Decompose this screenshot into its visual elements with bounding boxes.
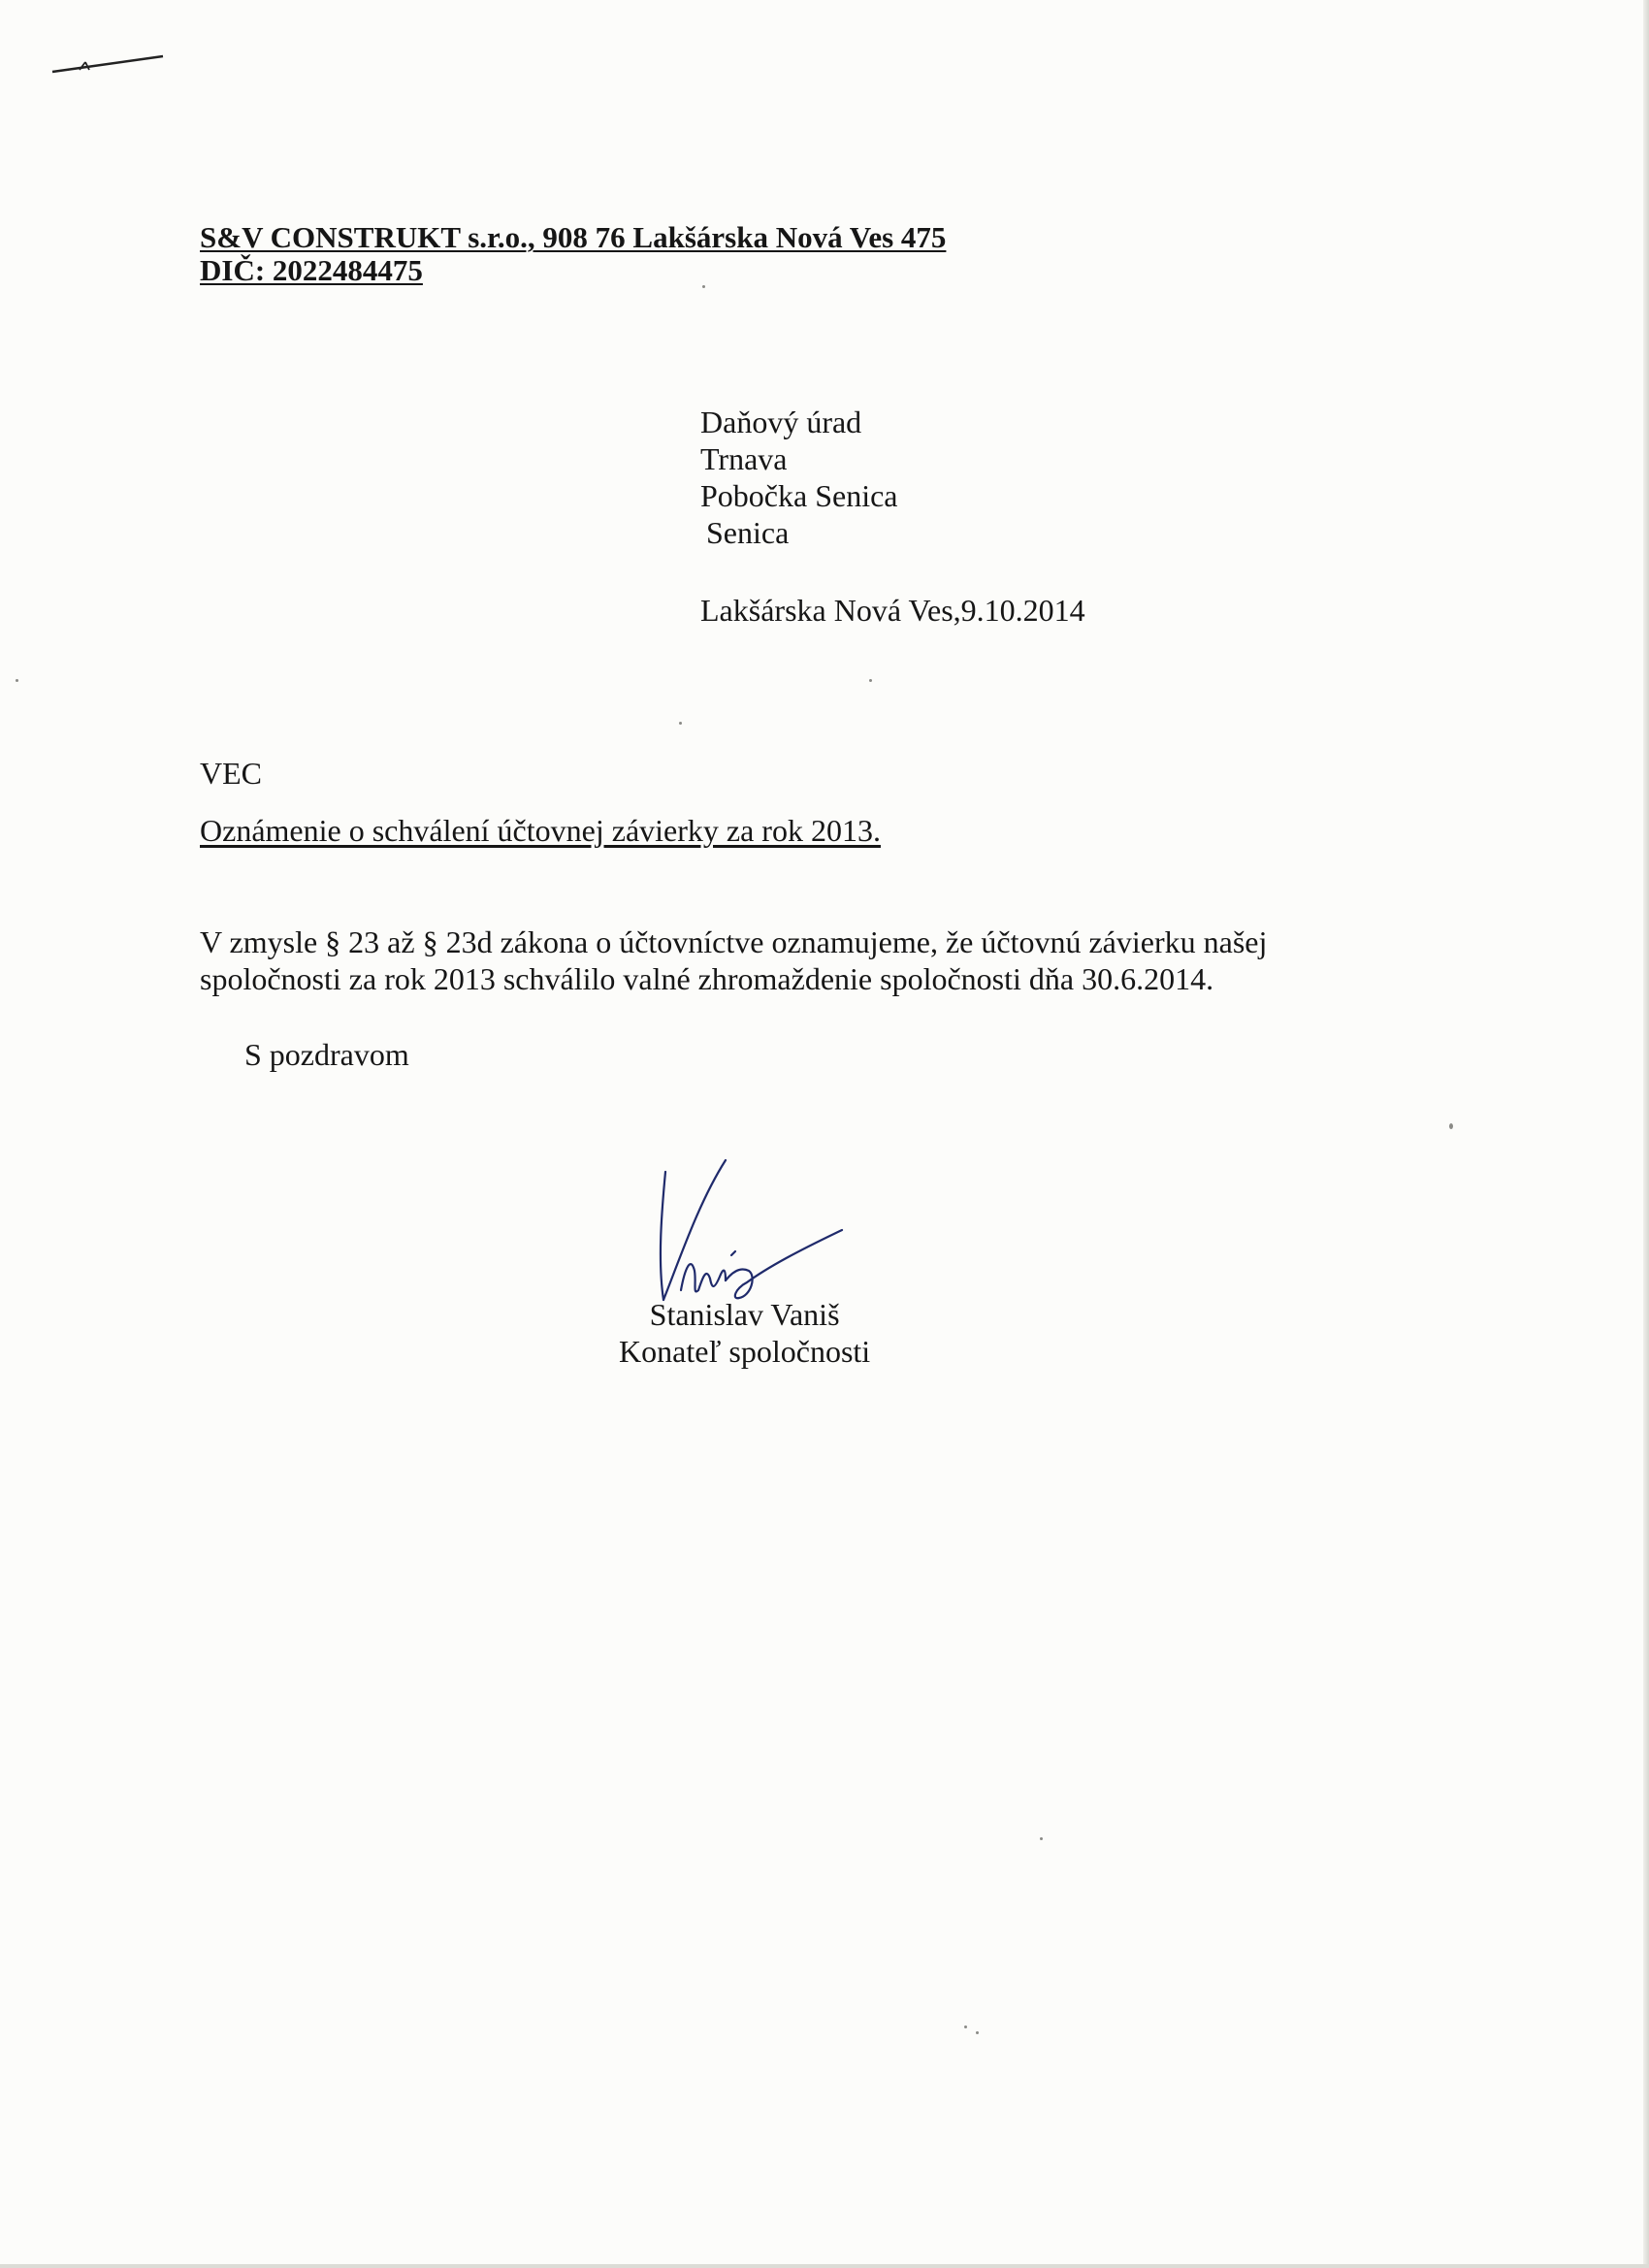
signer-title: Konateľ spoločnosti [619,1334,871,1369]
letterhead [200,221,946,287]
scan-speck [16,679,18,682]
recipient-line-1: Daňový úrad [700,405,862,439]
body-line-1: V zmysle § 23 až § 23d zákona o účtovníctve oznamujeme, že účtovnú závierku našej [200,924,1268,959]
scan-speck [976,2031,979,2034]
scan-speck [679,722,682,725]
recipient-line-2: Trnava [700,441,788,476]
subject-label: VEC [200,756,262,791]
scan-speck [1449,1123,1453,1129]
company-line: S&V CONSTRUKT s.r.o., 908 76 Lakšárska Nová Ves 475 [200,220,947,254]
signer-name: Stanislav Vaniš [649,1297,840,1332]
scan-speck [702,285,705,288]
scan-mark-stroke [50,50,165,80]
closing-salutation: S pozdravom [244,1037,409,1072]
letter-body [200,923,1364,997]
recipient-line-3: Pobočka Senica [700,478,898,513]
scan-speck [964,2025,967,2028]
tax-id-line: DIČ: 2022484475 [200,253,423,287]
scan-speck [869,679,872,682]
handwritten-signature [642,1154,846,1310]
page-edge-right [1643,0,1649,2268]
subject-text: Oznámenie o schválení účtovnej závierky za rok 2013. [200,813,881,848]
signer-block [619,1296,870,1370]
body-line-2: spoločnosti za rok 2013 schválilo valné zhromaždenie spoločnosti dňa 30.6.2014. [200,961,1214,996]
scan-speck [1040,1837,1043,1840]
place-and-date: Lakšárska Nová Ves,9.10.2014 [700,593,1085,628]
recipient-line-4: Senica [706,515,790,550]
page-edge-bottom [0,2264,1649,2268]
recipient-address [700,404,898,551]
